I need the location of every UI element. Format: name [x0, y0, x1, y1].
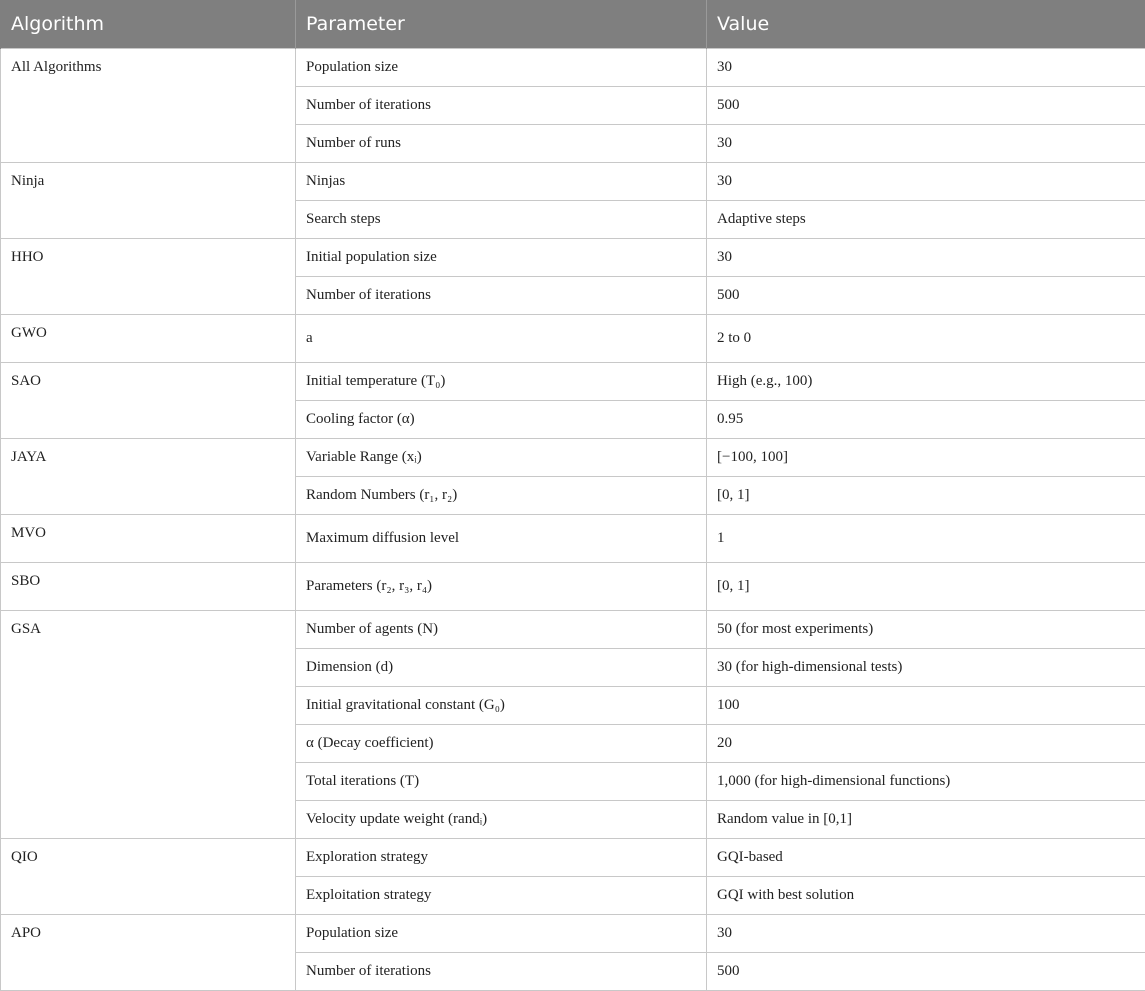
parameter-cell: Initial population size — [296, 239, 707, 277]
table-body — [1, 49, 1145, 991]
table-row — [1, 163, 1145, 201]
table-row — [1, 439, 1145, 477]
value-cell: 30 — [707, 239, 1145, 277]
value-cell: 50 (for most experiments) — [707, 611, 1145, 649]
parameter-cell: Number of iterations — [296, 87, 707, 125]
table-row — [1, 611, 1145, 649]
table-row — [1, 363, 1145, 401]
value-cell: 30 — [707, 125, 1145, 163]
algorithm-cell: GWO — [1, 315, 296, 363]
parameter-cell: Cooling factor (α) — [296, 401, 707, 439]
value-cell: GQI with best solution — [707, 877, 1145, 915]
algorithm-cell: SAO — [1, 363, 296, 439]
value-cell: 500 — [707, 87, 1145, 125]
parameter-cell: Variable Range (xᵢ) — [296, 439, 707, 477]
header-parameter: Parameter — [296, 0, 707, 49]
parameter-cell: Population size — [296, 49, 707, 87]
algorithm-cell: HHO — [1, 239, 296, 315]
algorithm-cell: MVO — [1, 515, 296, 563]
header-row — [1, 0, 1145, 49]
table-row — [1, 239, 1145, 277]
value-cell: 30 — [707, 49, 1145, 87]
parameter-cell: Parameters (r₂, r₃, r₄) — [296, 563, 707, 611]
table-row — [1, 515, 1145, 563]
parameter-cell: Initial temperature (T₀) — [296, 363, 707, 401]
table-row — [1, 839, 1145, 877]
header-value: Value — [707, 0, 1145, 49]
value-cell: 30 — [707, 163, 1145, 201]
parameter-cell: α (Decay coefficient) — [296, 725, 707, 763]
parameter-cell: Population size — [296, 915, 707, 953]
value-cell: Adaptive steps — [707, 201, 1145, 239]
value-cell: 30 (for high-dimensional tests) — [707, 649, 1145, 687]
table-row — [1, 315, 1145, 363]
value-cell: 500 — [707, 953, 1145, 991]
value-cell: [0, 1] — [707, 477, 1145, 515]
parameter-cell: Number of agents (N) — [296, 611, 707, 649]
algorithm-cell: Ninja — [1, 163, 296, 239]
parameter-cell: Velocity update weight (randᵢ) — [296, 801, 707, 839]
value-cell: [0, 1] — [707, 563, 1145, 611]
parameter-cell: Initial gravitational constant (G₀) — [296, 687, 707, 725]
value-cell: High (e.g., 100) — [707, 363, 1145, 401]
algorithm-cell: JAYA — [1, 439, 296, 515]
parameter-cell: Exploration strategy — [296, 839, 707, 877]
parameter-cell: Ninjas — [296, 163, 707, 201]
parameter-cell: Number of iterations — [296, 277, 707, 315]
header-algorithm: Algorithm — [1, 0, 296, 49]
table-row — [1, 563, 1145, 611]
parameter-cell: Dimension (d) — [296, 649, 707, 687]
value-cell: 100 — [707, 687, 1145, 725]
value-cell: 1,000 (for high-dimensional functions) — [707, 763, 1145, 801]
value-cell: 20 — [707, 725, 1145, 763]
value-cell: GQI-based — [707, 839, 1145, 877]
parameter-cell: Random Numbers (r₁, r₂) — [296, 477, 707, 515]
value-cell: 2 to 0 — [707, 315, 1145, 363]
value-cell: Random value in [0,1] — [707, 801, 1145, 839]
value-cell: 0.95 — [707, 401, 1145, 439]
parameter-cell: a — [296, 315, 707, 363]
table-row — [1, 915, 1145, 953]
parameter-cell: Number of iterations — [296, 953, 707, 991]
algorithm-cell: QIO — [1, 839, 296, 915]
value-cell: 30 — [707, 915, 1145, 953]
parameter-cell: Exploitation strategy — [296, 877, 707, 915]
parameter-cell: Search steps — [296, 201, 707, 239]
table-row — [1, 49, 1145, 87]
algorithm-cell: SBO — [1, 563, 296, 611]
algorithm-cell: APO — [1, 915, 296, 991]
parameter-cell: Number of runs — [296, 125, 707, 163]
parameter-cell: Total iterations (T) — [296, 763, 707, 801]
value-cell: 500 — [707, 277, 1145, 315]
parameter-cell: Maximum diffusion level — [296, 515, 707, 563]
algorithm-cell: All Algorithms — [1, 49, 296, 163]
value-cell: [−100, 100] — [707, 439, 1145, 477]
algorithm-cell: GSA — [1, 611, 296, 839]
value-cell: 1 — [707, 515, 1145, 563]
